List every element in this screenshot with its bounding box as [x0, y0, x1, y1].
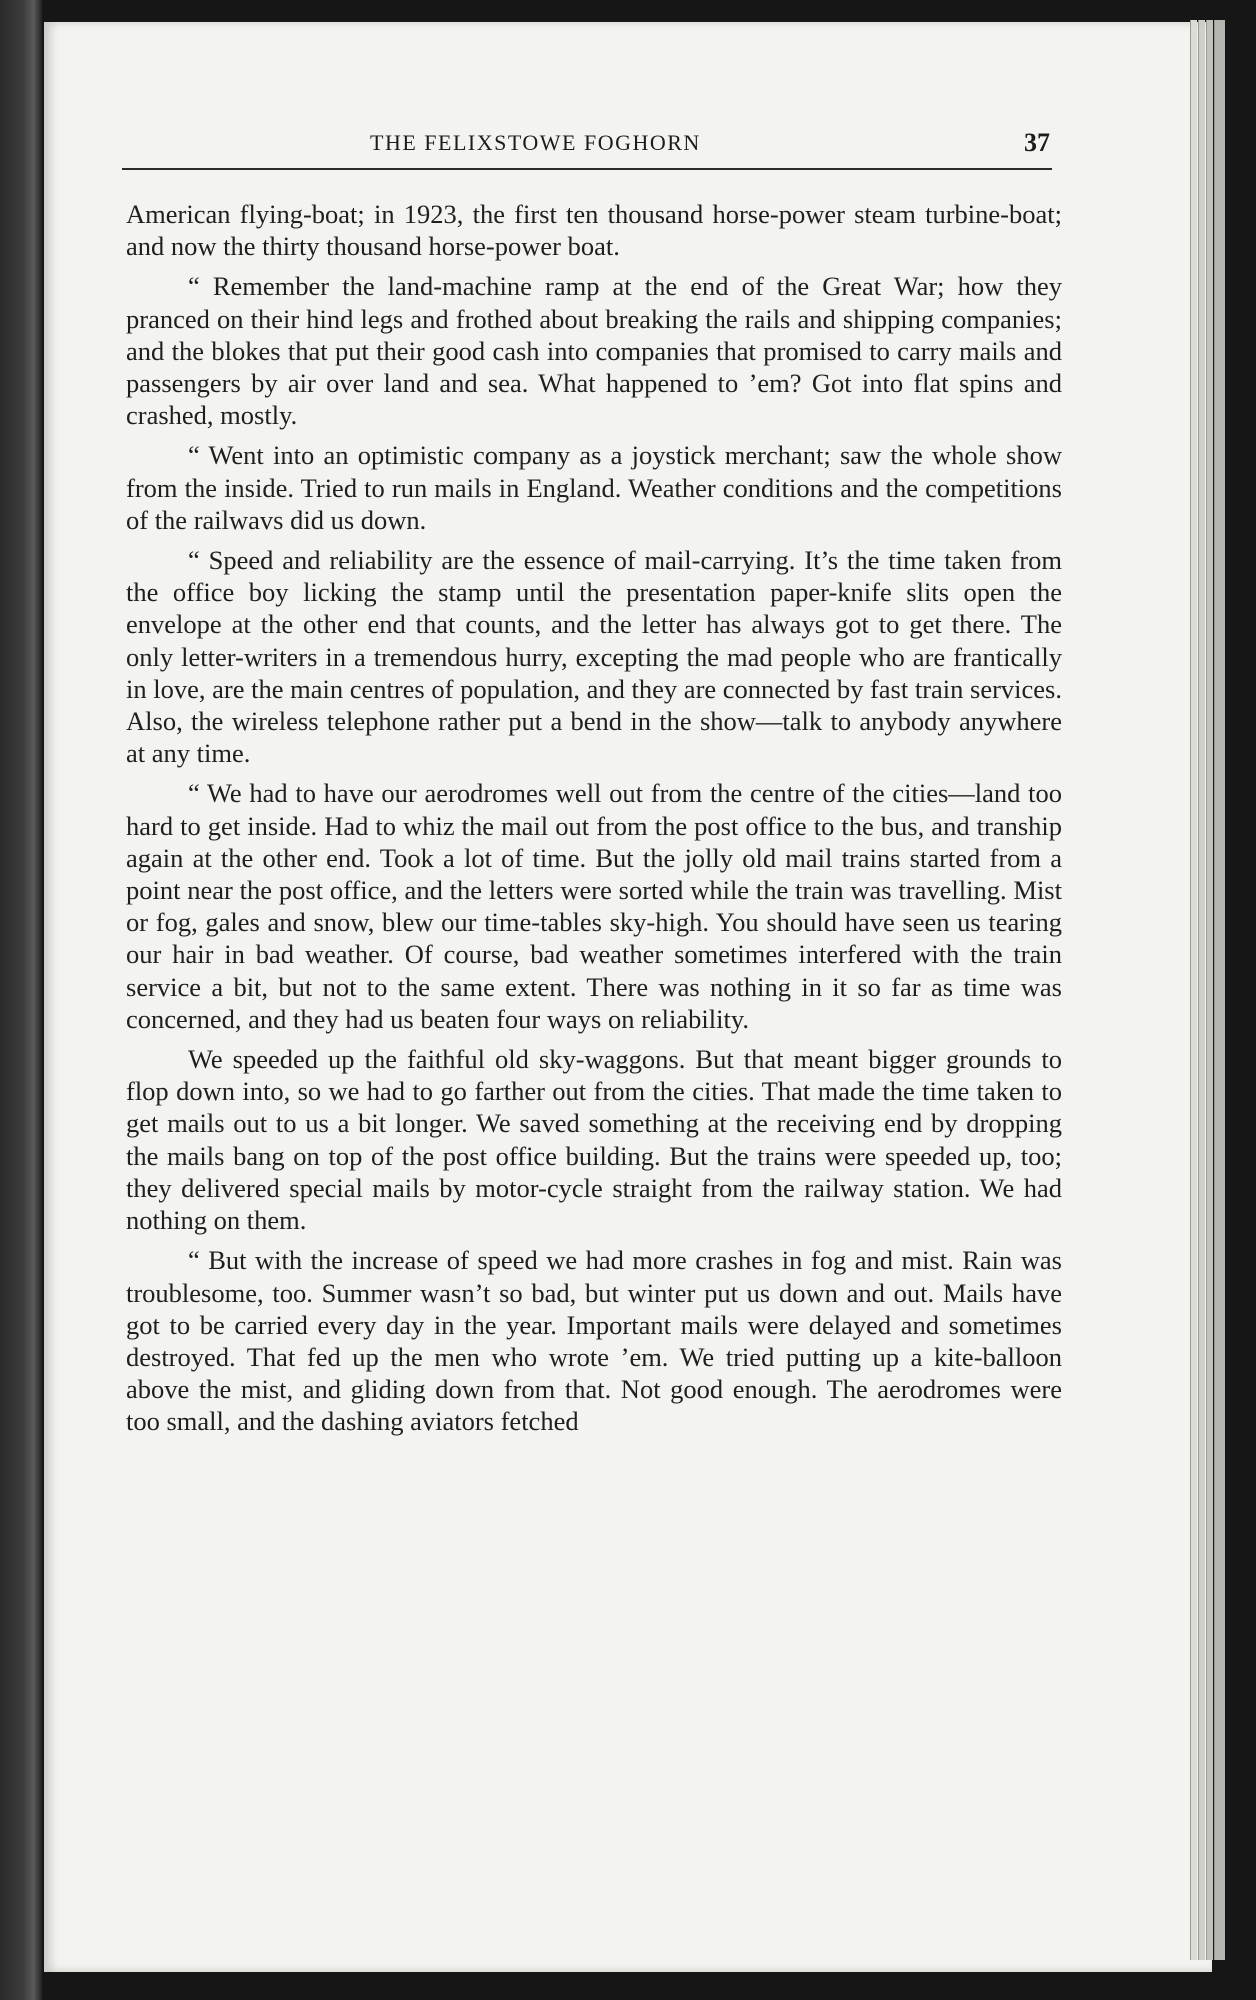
page-number: 37: [1024, 128, 1050, 157]
page-edge-stack: [1206, 20, 1213, 1960]
paragraph: “ But with the increase of speed we had more crashes in fog and mist. Rain was troublesome, too. Summer wasn’t so bad, but winter put us down and out. Mails have got to be carried every day in the year. Important mails were delayed and sometimes destroyed. That fed up the men who wrote ’em. We tried putting up a kite-balloon above the mist, and gliding down from that. Not good enough. The aerodromes were too small, and the dashing aviators fetched: [126, 1245, 1062, 1437]
body-text: [126, 198, 1062, 1446]
running-title: THE FELIXSTOWE FOGHORN: [370, 130, 701, 155]
book-spine-edge: [0, 0, 42, 2000]
paragraph: “ We had to have our aerodromes well out from the centre of the cities—land too hard to get inside. Had to whiz the mail out from the post office to the bus, and tranship again at the other end. Took a lot of time. But the jolly old mail trains started from a point near the post office, and the letters were sorted while the train was travelling. Mist or fog, gales and snow, blew our time-tables sky-high. You should have seen us tearing our hair in bad weather. Of course, bad weather sometimes interfered with the train service a bit, but not to the same extent. There was nothing in it so far as time was concerned, and they had us beaten four ways on reliability.: [126, 778, 1062, 1034]
paragraph: American flying-boat; in 1923, the first ten thousand horse-power steam turbine-boat; and now the thirty thousand horse-power boat.: [126, 199, 1062, 262]
page-edge-stack: [1190, 20, 1197, 1960]
paragraph: We speeded up the faithful old sky-waggons. But that meant bigger grounds to flop down into, so we had to go farther out from the cities. That made the time taken to get mails out to us a bit longer. We saved something at the receiving end by dropping the mails bang on top of the post office building. But the trains were speeded up, too; they delivered special mails by motor-cycle straight from the railway station. We had nothing on them.: [126, 1044, 1062, 1236]
running-header: [120, 128, 1050, 164]
paragraph: “ Speed and reliability are the essence of mail-carrying. It’s the time taken from the office boy licking the stamp until the presentation paper-knife slits open the envelope at the other end that counts, and the letter has always got to get there. The only letter-writers in a tremendous hurry, excepting the mad people who are frantically in love, are the main centres of population, and they are connected by fast train services. Also, the wireless telephone rather put a bend in the show—talk to anybody anywhere at any time.: [126, 545, 1062, 769]
paragraph: “ Remember the land-machine ramp at the end of the Great War; how they pranced on their hind legs and frothed about breaking the rails and shipping companies; and the blokes that put their good cash into companies that promised to carry mails and passengers by air over land and sea. What happened to ’em? Got into flat spins and crashed, mostly.: [126, 271, 1062, 431]
page-edge-stack: [1198, 20, 1205, 1960]
paragraph: “ Went into an optimistic company as a joystick merchant; saw the whole show from the inside. Tried to run mails in England. Weather conditions and the competitions of the railwavs did us down.: [126, 440, 1062, 535]
header-rule: [122, 168, 1052, 170]
page-edge-stack: [1214, 20, 1225, 1960]
